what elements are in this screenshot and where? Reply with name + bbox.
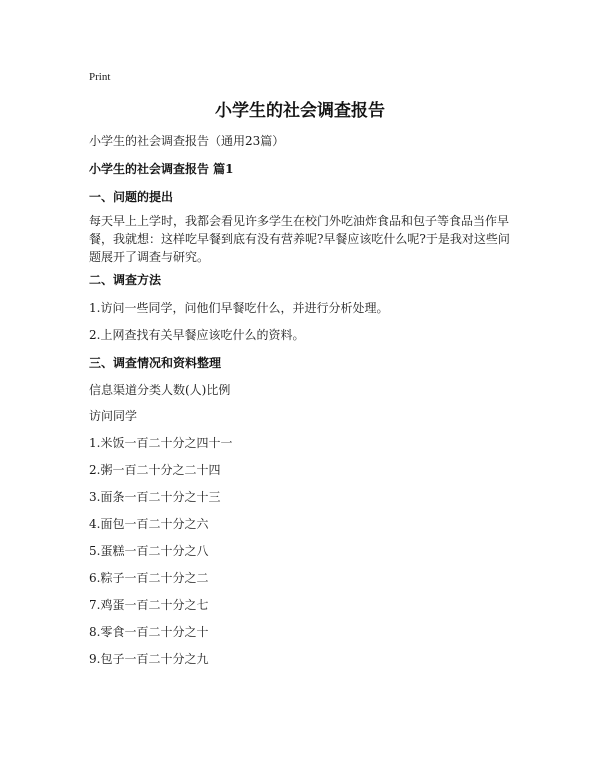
list-item: 4.面包一百二十分之六 bbox=[89, 517, 209, 531]
list-item: 5.蛋糕一百二十分之八 bbox=[89, 544, 209, 558]
heading-findings: 三、调查情况和资料整理 bbox=[89, 356, 222, 370]
list-item: 3.面条一百二十分之十三 bbox=[89, 490, 221, 504]
heading-problem: 一、问题的提出 bbox=[89, 190, 174, 204]
source-label: 访问同学 bbox=[89, 409, 138, 423]
section-title: 小学生的社会调查报告 篇1 bbox=[89, 162, 234, 176]
list-item: 2.粥一百二十分之二十四 bbox=[89, 463, 221, 477]
list-item: 9.包子一百二十分之九 bbox=[89, 652, 209, 666]
list-item: 1.米饭一百二十分之四十一 bbox=[89, 436, 233, 450]
list-item: 8.零食一百二十分之十 bbox=[89, 625, 209, 639]
table-header: 信息渠道分类人数(人)比例 bbox=[89, 383, 231, 397]
subtitle: 小学生的社会调查报告（通用23篇） bbox=[89, 134, 285, 148]
paragraph-problem: 每天早上上学时，我都会看见许多学生在校门外吃油炸食品和包子等食品当作早餐，我就想：这样吃早餐到底有没有营养呢?早餐应该吃什么呢?于是我对这些问题展开了调查与研究。 bbox=[89, 214, 510, 264]
page-title: 小学生的社会调查报告 bbox=[215, 101, 385, 121]
method-item-1: 1.访问一些同学，问他们早餐吃什么，并进行分析处理。 bbox=[89, 301, 389, 315]
list-item: 7.鸡蛋一百二十分之七 bbox=[89, 598, 209, 612]
heading-method: 二、调查方法 bbox=[89, 273, 162, 287]
print-label[interactable]: Print bbox=[89, 71, 111, 83]
list-item: 6.粽子一百二十分之二 bbox=[89, 571, 209, 585]
method-item-2: 2.上网查找有关早餐应该吃什么的资料。 bbox=[89, 328, 305, 342]
